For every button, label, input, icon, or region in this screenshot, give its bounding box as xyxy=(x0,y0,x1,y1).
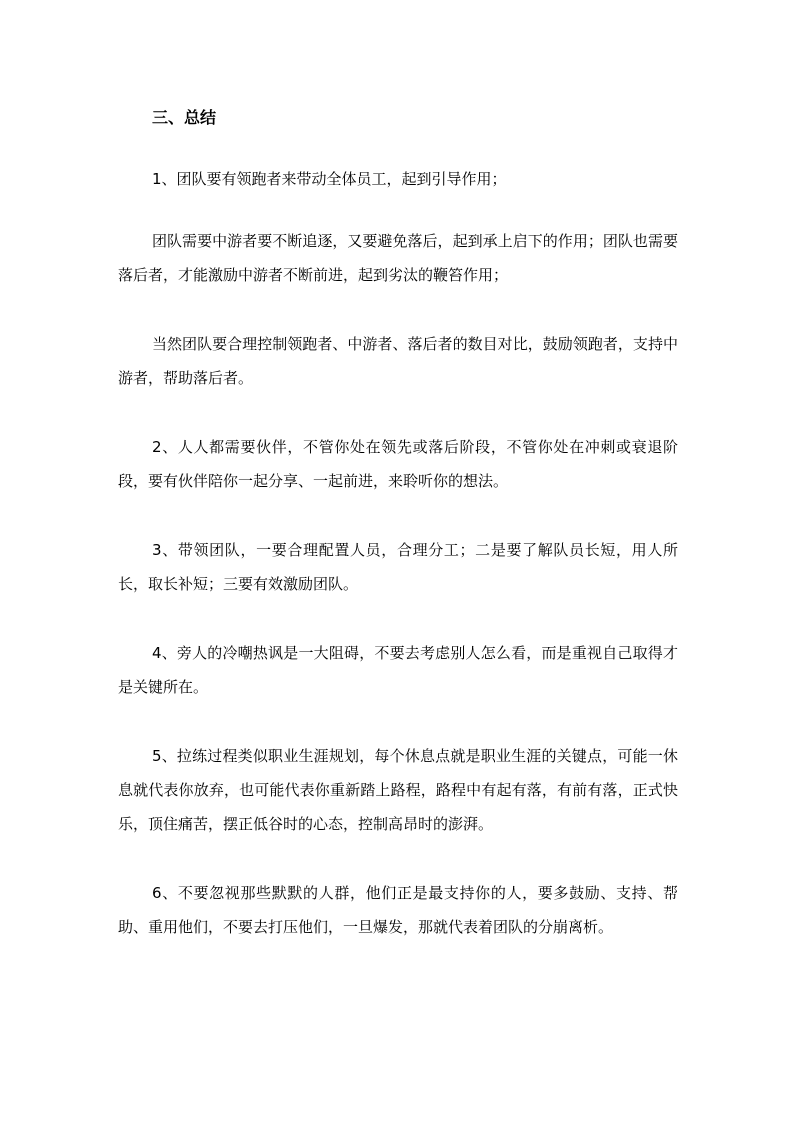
paragraph: 5、拉练过程类似职业生涯规划，每个休息点就是职业生涯的关键点，可能一休息就代表你放弃，也可能代表你重新踏上路程，路程中有起有落，有前有落，正式快乐，顶住痛苦，摆正低谷时的心态，控制高昂时的澎湃。 xyxy=(118,747,678,833)
section-heading: 三、总结 xyxy=(152,108,217,127)
paragraph: 4、旁人的冷嘲热讽是一大阻碍，不要去考虑别人怎么看，而是重视自己取得才是关键所在。 xyxy=(118,644,678,696)
paragraph: 当然团队要合理控制领跑者、中游者、落后者的数目对比，鼓励领跑者，支持中游者，帮助落后者。 xyxy=(118,335,678,387)
paragraph: 6、不要忽视那些默默的人群，他们正是最支持你的人，要多鼓励、支持、帮助、重用他们，不要去打压他们，一旦爆发，那就代表着团队的分崩离析。 xyxy=(118,884,678,936)
paragraph: 1、团队要有领跑者来带动全体员工，起到引导作用； xyxy=(152,170,507,188)
paragraph: 3、带领团队，一要合理配置人员，合理分工；二是要了解队员长短，用人所长，取长补短；三要有效激励团队。 xyxy=(118,541,678,593)
paragraph: 团队需要中游者要不断追逐，又要避免落后，起到承上启下的作用；团队也需要落后者，才能激励中游者不断前进，起到劣汰的鞭笞作用； xyxy=(118,232,678,284)
paragraph: 2、人人都需要伙伴，不管你处在领先或落后阶段，不管你处在冲刺或衰退阶段，要有伙伴陪你一起分享、一起前进，来聆听你的想法。 xyxy=(118,438,678,490)
